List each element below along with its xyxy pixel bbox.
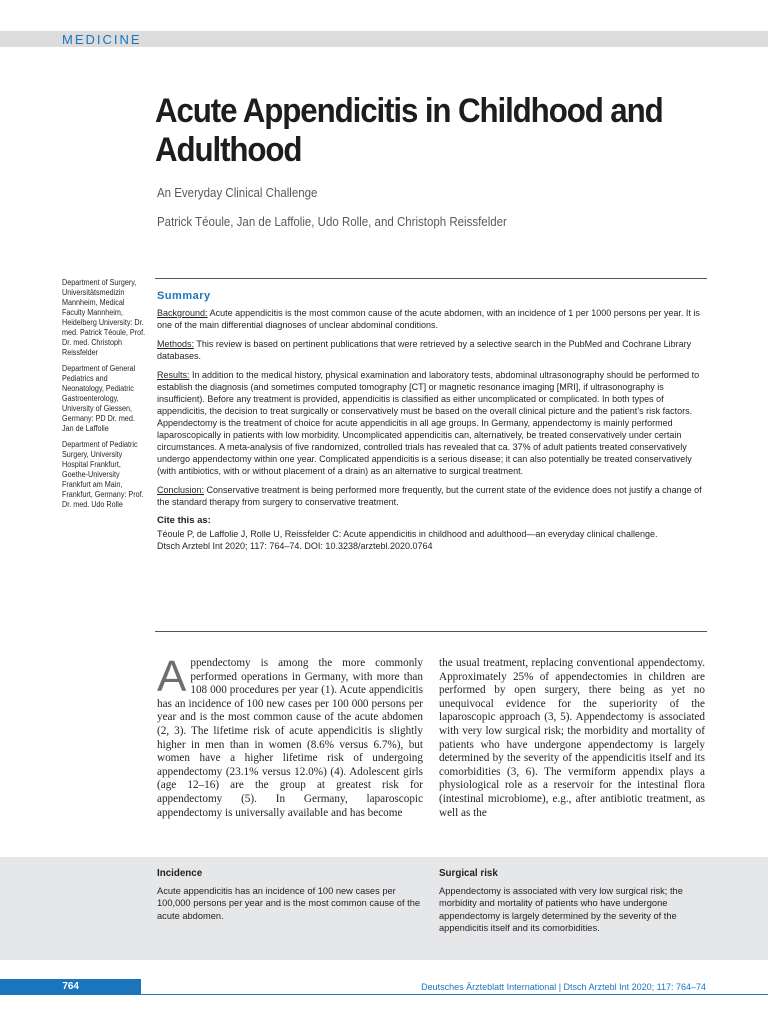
page-number: 764: [0, 979, 141, 995]
cite-doi[interactable]: Dtsch Arztebl Int 2020; 117: 764–74. DOI: 10.3238/arztebl.2020.0764: [157, 541, 433, 551]
cite-heading: Cite this as:: [157, 515, 211, 526]
summary-conclusion: [157, 484, 705, 508]
affiliations: [62, 278, 144, 516]
body-column-left: [157, 652, 423, 820]
article-title: Acute Appendicitis in Childhood and Adulthood: [155, 92, 663, 169]
affiliation-1: Department of Surgery, Universitätsmedizin Mannheim, Medical Faculty Mannheim, Heidelberg University: Dr. med. Patrick Téoule, Prof. Dr. med. Christoph Reissfelder: [62, 278, 146, 357]
conclusion-text: Conservative treatment is being performed more frequently, but the current state of the evidence does not justify a change of the standard therapy from surgery to conservative treatment.: [157, 485, 702, 507]
footer-rule: [141, 994, 768, 995]
affiliation-3: Department of Pediatric Surgery, University Hospital Frankfurt, Goethe-University Frankfurt am Main, Frankfurt, Germany: Prof. Dr. med. Udo Rolle: [62, 440, 144, 509]
surgical-risk-text: Appendectomy is associated with very low surgical risk; the morbidity and mortality of patients who have undergone appendectomy is largely determined by the severity of the appendicitis itself and its comorbidities.: [439, 885, 683, 933]
summary: [157, 290, 705, 552]
journal-footer: Deutsches Ärzteblatt International | Dtsch Arztebl Int 2020; 117: 764–74: [421, 982, 706, 992]
results-text: In addition to the medical history, physical examination and laboratory tests, abdominal ultrasonography should be performed to establish the diagnosis (and sometimes computed tomography [CT] or magnetic resonance imaging [MRI], if ultrasonography is insufficient). Before any treatment is provided, appendicitis is classified as either uncomplicated or complicated. In both types of appendicitis, the decision to treat surgically or conservatively must be based on the overall clinical picture and the patient’s risk factors. Appendectomy is the treatment of choice for acute appendicitis in all age groups. In Germany, appendectomy is mainly performed laparoscopically in patients with low morbidity. Uncomplicated appendicitis can, alternatively, be treated conservatively under certain circumstances. A meta-analysis of five randomized, controlled trials has revealed that ca. 37% of adult patients treated conservatively undergo appendectomy within one year. Complicated appendicitis is a serious disease; it can also potentially be treated conservatively (with antibiotics, with or without placement of a drain) as an alternative to surgical treatment.: [157, 370, 700, 476]
results-label: Results:: [157, 370, 190, 380]
section-label: MEDICINE: [62, 32, 142, 47]
summary-top-rule: [155, 278, 707, 279]
article-authors: Patrick Téoule, Jan de Laffolie, Udo Rolle, and Christoph Reissfelder: [157, 215, 507, 229]
surgical-risk-box: [439, 868, 703, 935]
drop-cap: A: [157, 652, 187, 701]
affiliation-2: Department of General Pediatrics and Neonatology, Pediatric Gastroenterology, University of Giessen, Germany: PD Dr. med. Jan de Laffolie: [62, 364, 136, 433]
summary-results: [157, 369, 705, 477]
incidence-text: Acute appendicitis has an incidence of 100 new cases per 100,000 persons per year and is the most common cause of the acute abdomen.: [157, 885, 421, 921]
incidence-title: Incidence: [157, 868, 203, 879]
surgical-risk-title: Surgical risk: [439, 868, 498, 879]
article-subtitle: An Everyday Clinical Challenge: [157, 186, 318, 200]
methods-label: Methods:: [157, 339, 195, 349]
cite-line-1: Téoule P, de Laffolie J, Rolle U, Reissfelder C: Acute appendicitis in childhood and adulthood—an everyday clinical challenge.: [157, 529, 658, 539]
background-text: Acute appendicitis is the most common cause of the acute abdomen, with an incidence of 1 per 1000 persons per year. It is one of the main differential diagnoses of unclear abdominal conditions.: [157, 308, 700, 330]
summary-bottom-rule: [155, 631, 707, 632]
background-label: Background:: [157, 308, 208, 318]
body-left-text: ppendectomy is among the more commonly performed operations in Germany, with more than 108 000 procedures per year (1). Acute appendicitis has an incidence of 100 new cases per 100 000 persons per year and is the most common cause of the acute abdomen (2, 3). The lifetime risk of acute appendicitis is slightly higher in men than in women (8.6% versus 6.7%), but women have a higher lifetime risk of undergoing appendectomy (23.1% versus 12.0%) (4). Adolescent girls (age 12–16) are the group at greatest risk for appendectomy (5). In Germany, laparoscopic appendectomy is universally available and has become: [157, 657, 423, 819]
incidence-box: [157, 868, 421, 922]
summary-heading: Summary: [157, 290, 211, 302]
summary-background: [157, 307, 705, 331]
body-column-right: [439, 657, 705, 820]
body-right-text: the usual treatment, replacing conventional appendectomy. Approximately 25% of appendectomies in children are performed by open surgery, there being as yet no unequivocal evidence for the superiority of the laparoscopic approach (3, 5). Appendectomy is associated with very low surgical risk; the morbidity and mortality of patients who have undergone appendectomy is largely determined by the severity of the appendicitis itself and its comorbidities (3, 6). The vermiform appendix plays a physiological role as a reservoir for the intestinal flora (intestinal microbiome), e.g., after antibiotic treatment, as well as the: [439, 657, 705, 819]
key-messages-box: [0, 857, 768, 960]
methods-text: This review is based on pertinent publications that were retrieved by a selective search in the PubMed and Cochrane Library databases.: [157, 339, 692, 361]
conclusion-label: Conclusion:: [157, 485, 205, 495]
summary-methods: [157, 338, 705, 362]
citation: [157, 515, 705, 552]
